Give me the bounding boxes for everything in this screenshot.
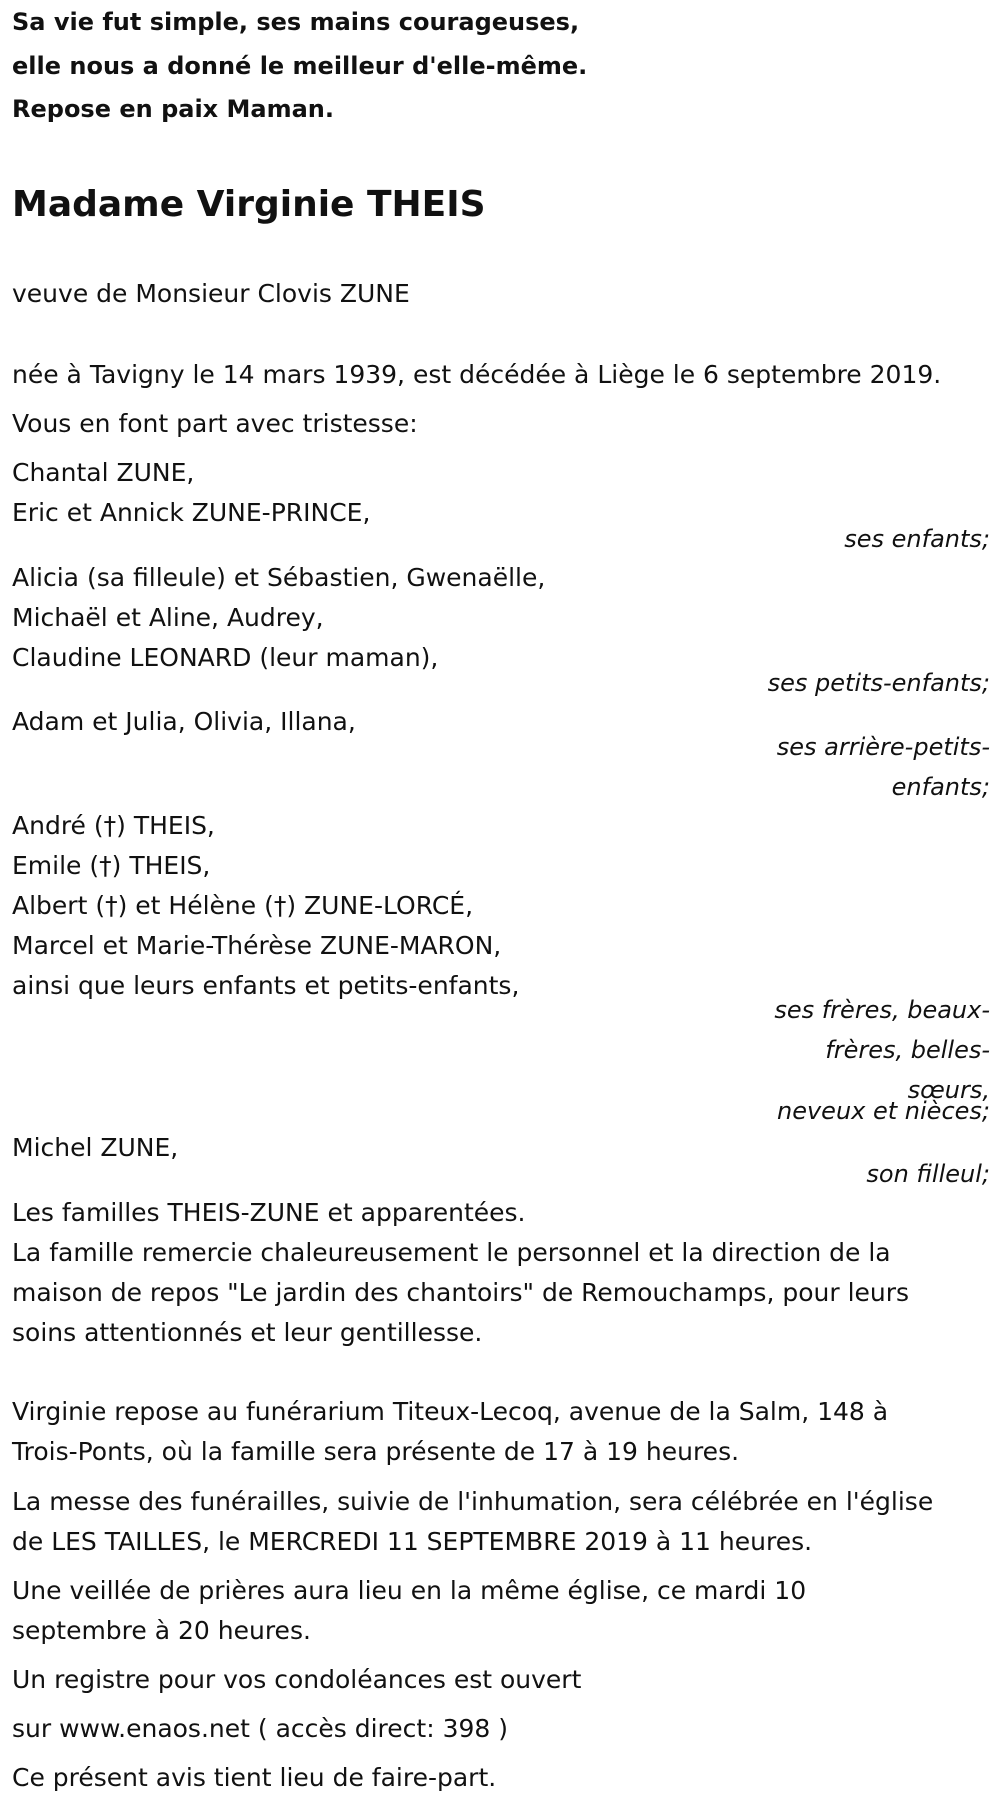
funerarium-line-1: Virginie repose au funérarium Titeux-Lecoq, avenue de la Salm, 148 à <box>12 1397 889 1426</box>
mass-line-2: de LES TAILLES, le MERCREDI 11 SEPTEMBRE 2019 à 11 heures. <box>12 1527 813 1556</box>
children-name-2: Eric et Annick ZUNE-PRINCE, <box>12 498 371 527</box>
children-role: ses enfants; <box>844 525 990 553</box>
families-line: Les familles THEIS-ZUNE et apparentées. <box>12 1198 526 1227</box>
siblings-role-line-4: neveux et nièces; <box>777 1097 990 1125</box>
siblings-role-line-1: ses frères, beaux- <box>774 996 990 1024</box>
grandchildren-name-2: Michaël et Aline, Audrey, <box>12 603 324 632</box>
announcement-line: Vous en font part avec tristesse: <box>12 409 418 438</box>
siblings-name-2: Emile (†) THEIS, <box>12 851 211 880</box>
siblings-role-line-3: sœurs, <box>907 1076 990 1104</box>
birth-death-line: née à Tavigny le 14 mars 1939, est décédée à Liège le 6 septembre 2019. <box>12 360 942 389</box>
closing-line: Ce présent avis tient lieu de faire-part. <box>12 1763 497 1792</box>
thanks-line-1: La famille remercie chaleureusement le personnel et la direction de la <box>12 1238 891 1267</box>
siblings-name-1: André (†) THEIS, <box>12 811 215 840</box>
deceased-name: Madame Virginie THEIS <box>12 184 486 225</box>
siblings-role-line-2: frères, belles- <box>825 1036 990 1064</box>
great-grandchildren-role-line-1: ses arrière-petits- <box>776 733 990 761</box>
children-name-1: Chantal ZUNE, <box>12 458 195 487</box>
thanks-line-3: soins attentionnés et leur gentillesse. <box>12 1318 483 1347</box>
grandchildren-name-1: Alicia (sa filleule) et Sébastien, Gwenaëlle, <box>12 563 546 592</box>
epitaph-line-2: elle nous a donné le meilleur d'elle-même. <box>12 52 588 80</box>
epitaph-line-1: Sa vie fut simple, ses mains courageuses, <box>12 8 580 36</box>
great-grandchildren-role-line-2: enfants; <box>891 773 990 801</box>
website-line: sur www.enaos.net ( accès direct: 398 ) <box>12 1714 508 1743</box>
godson-name-1: Michel ZUNE, <box>12 1133 179 1162</box>
godson-role: son filleul; <box>866 1160 990 1188</box>
mass-line-1: La messe des funérailles, suivie de l'inhumation, sera célébrée en l'église <box>12 1487 934 1516</box>
thanks-line-2: maison de repos "Le jardin des chantoirs" de Remouchamps, pour leurs <box>12 1278 910 1307</box>
register-line: Un registre pour vos condoléances est ouvert <box>12 1665 582 1694</box>
grandchildren-role: ses petits-enfants; <box>767 669 990 697</box>
siblings-name-5: ainsi que leurs enfants et petits-enfants, <box>12 971 520 1000</box>
epitaph-line-3: Repose en paix Maman. <box>12 95 334 123</box>
vigil-line-2: septembre à 20 heures. <box>12 1616 311 1645</box>
grandchildren-name-3: Claudine LEONARD (leur maman), <box>12 643 439 672</box>
siblings-name-3: Albert (†) et Hélène (†) ZUNE-LORCÉ, <box>12 891 474 920</box>
siblings-name-4: Marcel et Marie-Thérèse ZUNE-MARON, <box>12 931 502 960</box>
great-grandchildren-name-1: Adam et Julia, Olivia, Illana, <box>12 707 356 736</box>
vigil-line-1: Une veillée de prières aura lieu en la même église, ce mardi 10 <box>12 1576 807 1605</box>
widow-line: veuve de Monsieur Clovis ZUNE <box>12 279 410 308</box>
funerarium-line-2: Trois-Ponts, où la famille sera présente de 17 à 19 heures. <box>12 1437 740 1466</box>
